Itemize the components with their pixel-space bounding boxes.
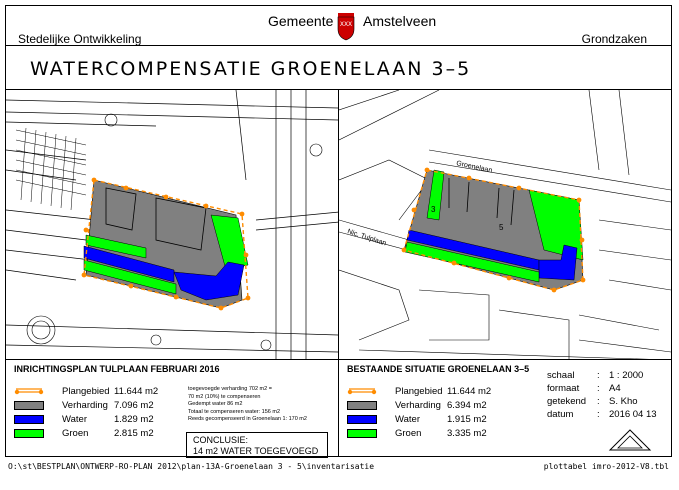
conclusion-text: 14 m2 WATER TOEGEVOEGD <box>193 446 319 456</box>
plan-area-right <box>402 168 586 293</box>
note-line: Totaal te compenseren water: 156 m2 <box>188 408 281 415</box>
municipality-name: Amstelveen <box>363 13 437 29</box>
legend-value: 3.335 m2 <box>447 428 487 439</box>
plan-area-left <box>82 178 251 311</box>
meta-schaal <box>547 370 667 382</box>
plangebied-swatch-icon <box>347 387 377 396</box>
compensation-notes <box>188 386 333 424</box>
groen-swatch <box>347 429 377 438</box>
note-line: Gedempt water 86 m2 <box>188 401 243 408</box>
plangebied-swatch-icon <box>14 387 44 396</box>
meta-formaat <box>547 383 667 395</box>
meta-datum <box>547 409 667 421</box>
legend-item-groen <box>14 428 194 440</box>
legend-title: INRICHTINGSPLAN TULPLAAN FEBRUARI 2016 <box>14 364 220 374</box>
map-inrichtingsplan-drawing <box>6 90 339 360</box>
meta-key: datum <box>547 409 574 420</box>
north-arrow-icon <box>608 428 652 454</box>
section-label: Grondzaken <box>581 32 647 46</box>
file-path: O:\st\BESTPLAN\ONTWERP-RO-PLAN 2012\plan-13A-Groenelaan 3 - 5\inventarisatie <box>8 462 375 471</box>
legend-item-plangebied <box>347 386 527 398</box>
meta-colon: : <box>597 370 600 381</box>
legend-label: Verharding <box>62 400 108 411</box>
plottabel-label: plottabel imro-2012-V8.tbl <box>543 462 669 471</box>
meta-colon: : <box>597 396 600 407</box>
legend-value: 2.815 m2 <box>114 428 154 439</box>
map-bestaande-situatie-drawing <box>339 90 671 360</box>
legend-label: Groen <box>62 428 89 439</box>
header <box>6 6 671 46</box>
legend-label: Groen <box>395 428 422 439</box>
house-number-3: 3 <box>431 205 436 214</box>
meta-value: S. Kho <box>609 396 638 407</box>
map-bestaande-situatie <box>339 90 671 360</box>
page-title: WATERCOMPENSATIE GROENELAAN 3–5 <box>30 58 472 80</box>
legend-value: 11.644 m2 <box>114 386 159 397</box>
legend-title: BESTAANDE SITUATIE GROENELAAN 3–5 <box>347 364 530 374</box>
meta-value: 1 : 2000 <box>609 370 644 381</box>
legend-item-water <box>14 414 194 426</box>
map-inrichtingsplan <box>6 90 339 360</box>
legend-label: Plangebied <box>62 386 110 397</box>
svg-text:XXX: XXX <box>339 21 353 28</box>
legend-label: Verharding <box>395 400 441 411</box>
note-line: 70 m2 (10%) te compenseren <box>188 393 261 400</box>
note-line: Reeds gecompenseerd in Groenelaan 1: 170 m2 <box>188 416 307 423</box>
meta-colon: : <box>597 409 600 420</box>
legend-label: Plangebied <box>395 386 443 397</box>
meta-key: schaal <box>547 370 575 381</box>
legend-inrichtingsplan <box>6 360 339 456</box>
drawing-frame <box>5 5 672 457</box>
legend-item-groen <box>347 428 527 440</box>
legend-value: 6.394 m2 <box>447 400 487 411</box>
verharding-swatch <box>347 401 377 410</box>
title-bar <box>6 46 671 90</box>
legend-value: 1.829 m2 <box>114 414 154 425</box>
legend-label: Water <box>395 414 420 425</box>
groen-swatch <box>14 429 44 438</box>
legend-value: 11.644 m2 <box>447 386 492 397</box>
legend-label: Water <box>62 414 87 425</box>
meta-key: getekend <box>547 396 587 407</box>
conclusion-title: CONCLUSIE: <box>193 435 249 445</box>
amstelveen-coat-of-arms-icon <box>336 13 356 41</box>
verharding-swatch <box>14 401 44 410</box>
municipality-label: Gemeente <box>268 13 334 29</box>
legend-item-verharding <box>14 400 194 412</box>
meta-value: A4 <box>609 383 621 394</box>
street-label-tulplaan: Nic. Tulplaan <box>346 228 388 248</box>
water-swatch <box>347 415 377 424</box>
note-line: toegevoegde verharding 702 m2 = <box>188 386 272 392</box>
house-number-5: 5 <box>499 223 504 232</box>
meta-key: formaat <box>547 383 580 394</box>
meta-value: 2016 04 13 <box>609 409 657 420</box>
legend-item-plangebied <box>14 386 194 398</box>
conclusion-box <box>186 432 328 458</box>
street-label-groenelaan: Groenelaan <box>455 160 493 175</box>
legend-item-water <box>347 414 527 426</box>
legend-value: 7.096 m2 <box>114 400 154 411</box>
meta-getekend <box>547 396 667 408</box>
department-label: Stedelijke Ontwikkeling <box>18 32 142 46</box>
legend-value: 1.915 m2 <box>447 414 487 425</box>
meta-colon: : <box>597 383 600 394</box>
legend-item-verharding <box>347 400 527 412</box>
water-swatch <box>14 415 44 424</box>
